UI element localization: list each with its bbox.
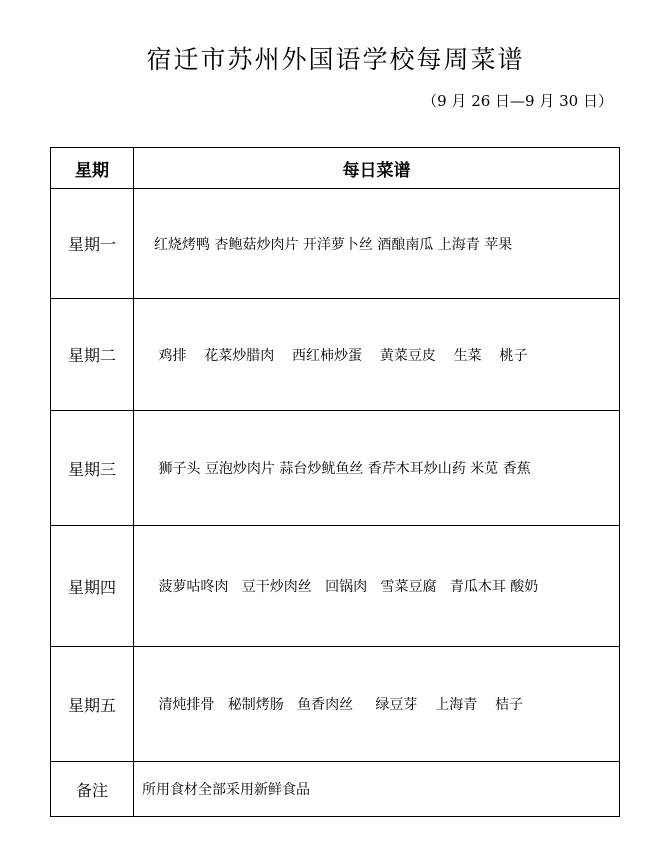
page-title: 宿迁市苏州外国语学校每周菜谱 xyxy=(146,45,525,74)
day-cell-wednesday: 星期三 xyxy=(51,411,134,526)
dishes-cell-wednesday: 狮子头 豆泡炒肉片 蒜台炒鱿鱼丝 香芹木耳炒山药 米苋 香蕉 xyxy=(134,411,620,526)
dishes-cell-monday: 红烧烤鸭 杏鲍菇炒肉片 开洋萝卜丝 酒酿南瓜 上海青 苹果 xyxy=(134,189,620,299)
date-range: （9 月 26 日—9 月 30 日） xyxy=(422,92,613,110)
day-cell-monday: 星期一 xyxy=(51,189,134,299)
dishes-cell-tuesday: 鸡排 花菜炒腊肉 西红柿炒蛋 黄菜豆皮 生菜 桃子 xyxy=(134,299,620,411)
day-cell-friday: 星期五 xyxy=(51,647,134,762)
column-header-menu: 每日菜谱 xyxy=(134,148,620,189)
dishes-cell-friday: 清炖排骨 秘制烤肠 鱼香肉丝 绿豆芽 上海青 桔子 xyxy=(134,647,620,762)
table-row xyxy=(51,299,620,411)
day-cell-tuesday: 星期二 xyxy=(51,299,134,411)
notes-row xyxy=(51,762,620,817)
table-row xyxy=(51,189,620,299)
weekly-menu-table xyxy=(50,147,620,817)
notes-label: 备注 xyxy=(51,762,134,817)
dishes-cell-thursday: 菠萝咕咚肉 豆干炒肉丝 回锅肉 雪菜豆腐 青瓜木耳 酸奶 xyxy=(134,526,620,647)
column-header-day: 星期 xyxy=(51,148,134,189)
table-row xyxy=(51,647,620,762)
table-row xyxy=(51,411,620,526)
day-cell-thursday: 星期四 xyxy=(51,526,134,647)
notes-text: 所用食材全部采用新鲜食品 xyxy=(134,762,620,817)
table-row xyxy=(51,526,620,647)
table-header-row xyxy=(51,148,620,189)
